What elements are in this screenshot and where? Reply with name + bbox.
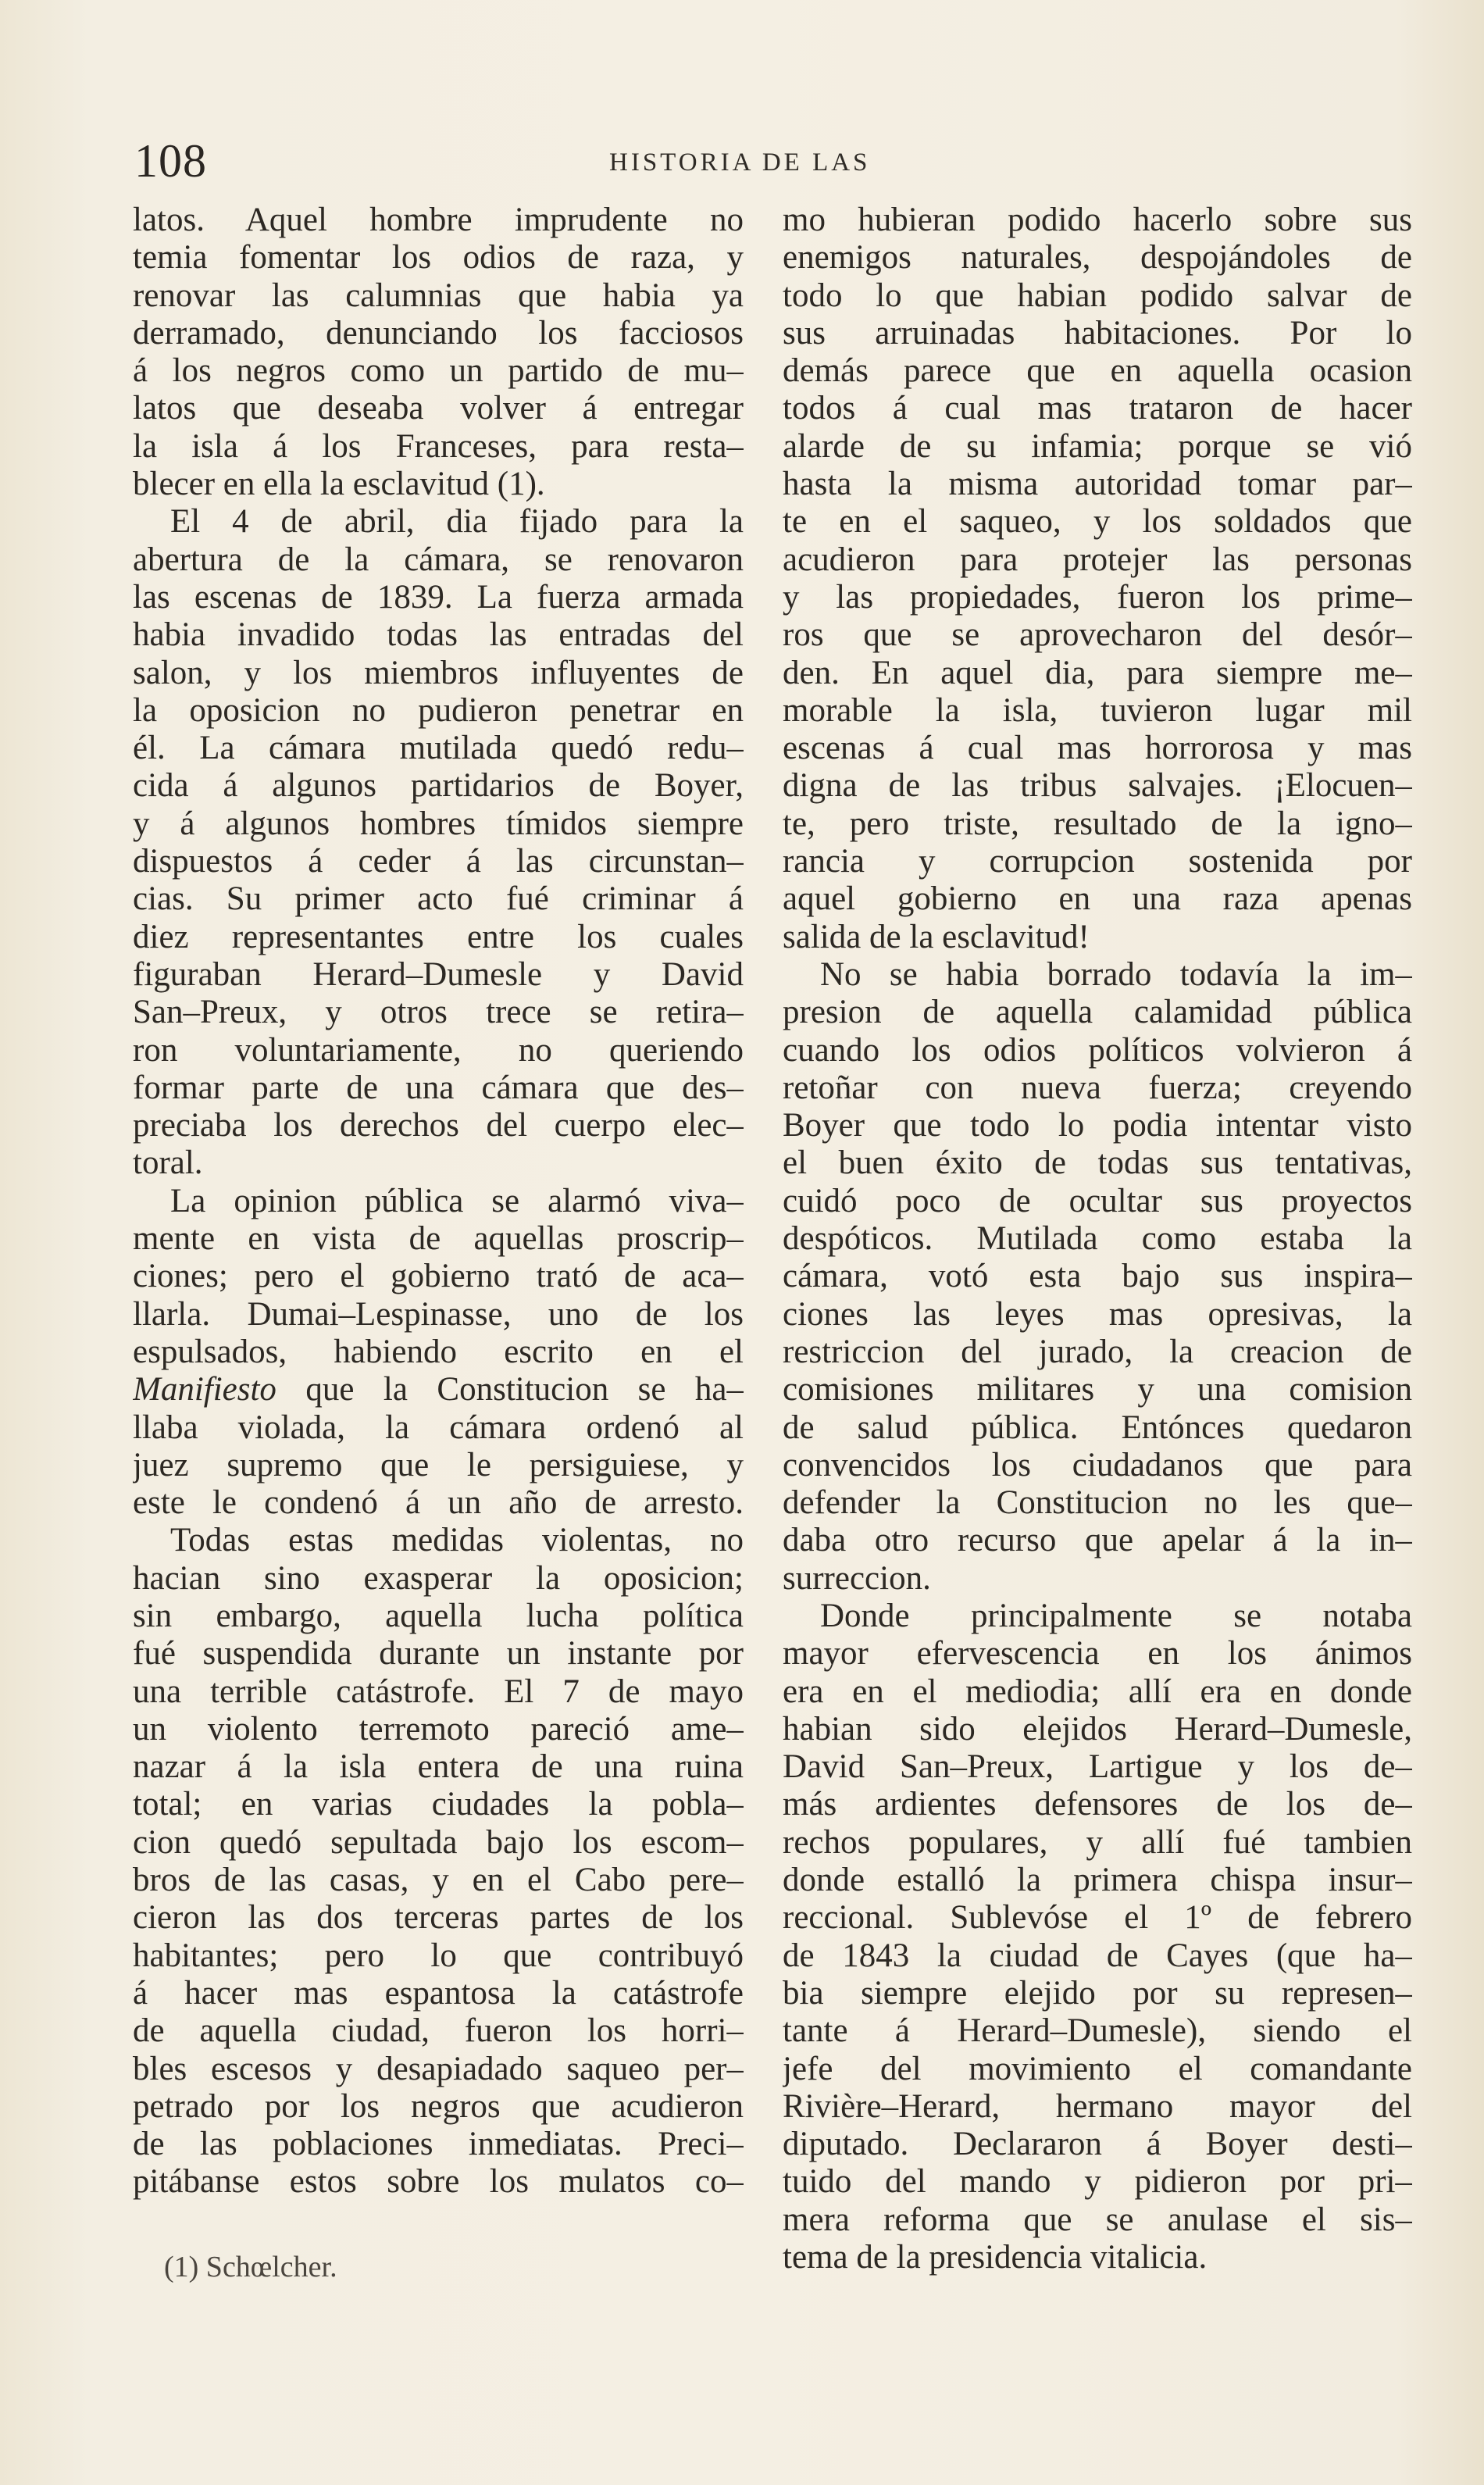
text-line: y las propiedades, fueron los prime– [783, 578, 1412, 616]
text-line: todo lo que habian podido salvar de [783, 277, 1412, 314]
text-line: renovar las calumnias que habia ya [133, 277, 744, 314]
page-number: 108 [134, 135, 207, 187]
text-line: rancia y corrupcion sostenida por [783, 843, 1412, 880]
text-line: derramado, denunciando los facciosos [133, 314, 744, 352]
text-line: Manifiesto que la Constitucion se ha– [133, 1371, 744, 1409]
text-line: preciaba los derechos del cuerpo elec– [133, 1107, 744, 1144]
text-line: de las poblaciones inmediatas. Preci– [133, 2126, 744, 2163]
text-line: reccional. Sublevóse el 1º de febrero [783, 1899, 1412, 1937]
text-line: morable la isla, tuvieron lugar mil [783, 691, 1412, 729]
text-line: fué suspendida durante un instante por [133, 1635, 744, 1673]
text-line: surreccion. [783, 1559, 931, 1597]
text-line: aquel gobierno en una raza apenas [783, 880, 1412, 918]
text-line: pitábanse estos sobre los mulatos co– [133, 2163, 744, 2201]
text-line: San–Preux, y otros trece se retira– [133, 994, 744, 1031]
text-line: ros que se aprovecharon del desór– [783, 616, 1412, 654]
text-line: una terrible catástrofe. El 7 de mayo [133, 1673, 744, 1710]
text-line: bia siempre elejido por su represen– [783, 1974, 1412, 2012]
text-line: mayor efervescencia en los ánimos [783, 1635, 1412, 1673]
left-text-column [133, 202, 744, 2201]
text-line: jefe del movimiento el comandante [783, 2050, 1412, 2087]
text-line: habia invadido todas las entradas del [133, 616, 744, 654]
text-line: formar parte de una cámara que des– [133, 1069, 744, 1106]
text-line: latos. Aquel hombre imprudente no [133, 202, 744, 238]
text-line: dispuestos á ceder á las circunstan– [133, 843, 744, 880]
text-line: blecer en ella la esclavitud (1). [133, 466, 545, 503]
text-line: era en el mediodia; allí era en donde [783, 1673, 1412, 1710]
text-line: No se habia borrado todavía la im– [820, 955, 1412, 993]
text-line: donde estalló la primera chispa insur– [783, 1862, 1412, 1899]
running-title: HISTORIA DE LAS [609, 148, 871, 177]
text-line: llarla. Dumai–Lespinasse, uno de los [133, 1295, 744, 1333]
text-line: cuidó poco de ocultar sus proyectos [783, 1182, 1412, 1219]
text-line: mo hubieran podido hacerlo sobre sus [783, 202, 1412, 238]
text-line: bros de las casas, y en el Cabo pere– [133, 1862, 744, 1899]
text-line: la oposicion no pudieron penetrar en [133, 691, 744, 729]
text-line: habitantes; pero lo que contribuyó [133, 1937, 744, 1974]
text-line: digna de las tribus salvajes. ¡Elocuen– [783, 767, 1412, 805]
text-line: sus arruinadas habitaciones. Por lo [783, 314, 1412, 352]
text-line: la isla á los Franceses, para resta– [133, 427, 744, 465]
text-line: daba otro recurso que apelar á la in– [783, 1522, 1412, 1559]
text-line: Boyer que todo lo podia intentar visto [783, 1107, 1412, 1144]
text-line: figuraban Herard–Dumesle y David [133, 955, 744, 993]
text-line: nazar á la isla entera de una ruina [133, 1748, 744, 1786]
text-line: salida de la esclavitud! [783, 918, 1090, 955]
text-line: petrado por los negros que acudieron [133, 2087, 744, 2125]
right-text-column [783, 202, 1412, 2276]
text-line: este le condenó á un año de arresto. [133, 1484, 744, 1522]
text-line: cieron las dos terceras partes de los [133, 1899, 744, 1937]
text-line: despóticos. Mutilada como estaba la [783, 1220, 1412, 1258]
text-line: de 1843 la ciudad de Cayes (que ha– [783, 1937, 1412, 1974]
text-line: sin embargo, aquella lucha política [133, 1597, 744, 1634]
text-line: cámara, votó esta bajo sus inspira– [783, 1258, 1412, 1295]
text-line: llaba violada, la cámara ordenó al [133, 1409, 744, 1446]
text-line: tema de la presidencia vitalicia. [783, 2239, 1208, 2276]
text-line: salon, y los miembros influyentes de [133, 654, 744, 691]
text-line: te en el saqueo, y los soldados que [783, 503, 1412, 541]
text-line: te, pero triste, resultado de la igno– [783, 805, 1412, 842]
text-line: el buen éxito de todas sus tentativas, [783, 1144, 1412, 1182]
text-line: un violento terremoto pareció ame– [133, 1710, 744, 1748]
text-line: enemigos naturales, despojándoles de [783, 239, 1412, 277]
page-header [134, 134, 1306, 189]
footnote: (1) Schœlcher. [164, 2251, 337, 2283]
text-line: habian sido elejidos Herard–Dumesle, [783, 1710, 1412, 1748]
text-line: diez representantes entre los cuales [133, 918, 744, 955]
text-line: á los negros como un partido de mu– [133, 352, 744, 390]
text-line: espulsados, habiendo escrito en el [133, 1333, 744, 1370]
text-line: diputado. Declararon á Boyer desti– [783, 2126, 1412, 2163]
text-line: abertura de la cámara, se renovaron [133, 541, 744, 578]
text-line: rechos populares, y allí fué tambien [783, 1823, 1412, 1861]
text-line: retoñar con nueva fuerza; creyendo [783, 1069, 1412, 1106]
text-line: tante á Herard–Dumesle), siendo el [783, 2012, 1412, 2050]
text-line: toral. [133, 1144, 203, 1182]
text-line: restriccion del jurado, la creacion de [783, 1333, 1412, 1370]
text-line: de aquella ciudad, fueron los horri– [133, 2012, 744, 2050]
text-line: Donde principalmente se notaba [820, 1597, 1412, 1634]
text-line: latos que deseaba volver á entregar [133, 390, 744, 427]
italic-title: Manifiesto [133, 1371, 276, 1409]
text-line: Rivière–Herard, hermano mayor del [783, 2087, 1412, 2125]
text-line: La opinion pública se alarmó viva– [170, 1182, 744, 1219]
text-line: demás parece que en aquella ocasion [783, 352, 1412, 390]
text-line: hasta la misma autoridad tomar par– [783, 466, 1412, 503]
text-line: defender la Constitucion no les que– [783, 1484, 1412, 1522]
text-line: total; en varias ciudades la pobla– [133, 1786, 744, 1823]
text-line: ron voluntariamente, no queriendo [133, 1031, 744, 1069]
text-line: juez supremo que le persiguiese, y [133, 1446, 744, 1484]
text-line: á hacer mas espantosa la catástrofe [133, 1974, 744, 2012]
text-line: bles escesos y desapiadado saqueo per– [133, 2050, 744, 2087]
text-line: Todas estas medidas violentas, no [170, 1522, 744, 1559]
text-line: todos á cual mas trataron de hacer [783, 390, 1412, 427]
text-line: tuido del mando y pidieron por pri– [783, 2163, 1412, 2201]
text-line: presion de aquella calamidad pública [783, 994, 1412, 1031]
text-line: den. En aquel dia, para siempre me– [783, 654, 1412, 691]
text-line: mera reforma que se anulase el sis– [783, 2201, 1412, 2238]
text-line: mente en vista de aquellas proscrip– [133, 1220, 744, 1258]
text-line: cion quedó sepultada bajo los escom– [133, 1823, 744, 1861]
text-line: escenas á cual mas horrorosa y mas [783, 730, 1412, 767]
text-line: cida á algunos partidarios de Boyer, [133, 767, 744, 805]
text-line: convencidos los ciudadanos que para [783, 1446, 1412, 1484]
text-line: cias. Su primer acto fué criminar á [133, 880, 744, 918]
text-line: comisiones militares y una comision [783, 1371, 1412, 1409]
text-line: y á algunos hombres tímidos siempre [133, 805, 744, 842]
text-line: El 4 de abril, dia fijado para la [170, 503, 744, 541]
text-line: acudieron para protejer las personas [783, 541, 1412, 578]
text-line: alarde de su infamia; porque se vió [783, 427, 1412, 465]
text-line: él. La cámara mutilada quedó redu– [133, 730, 744, 767]
text-line: de salud pública. Entónces quedaron [783, 1409, 1412, 1446]
text-line: más ardientes defensores de los de– [783, 1786, 1412, 1823]
text-line: temia fomentar los odios de raza, y [133, 239, 744, 277]
text-line: las escenas de 1839. La fuerza armada [133, 578, 744, 616]
text-line: ciones las leyes mas opresivas, la [783, 1295, 1412, 1333]
text-line: ciones; pero el gobierno trató de aca– [133, 1258, 744, 1295]
text-line: cuando los odios políticos volvieron á [783, 1031, 1412, 1069]
text-line: David San–Preux, Lartigue y los de– [783, 1748, 1412, 1786]
text-line: hacian sino exasperar la oposicion; [133, 1559, 744, 1597]
